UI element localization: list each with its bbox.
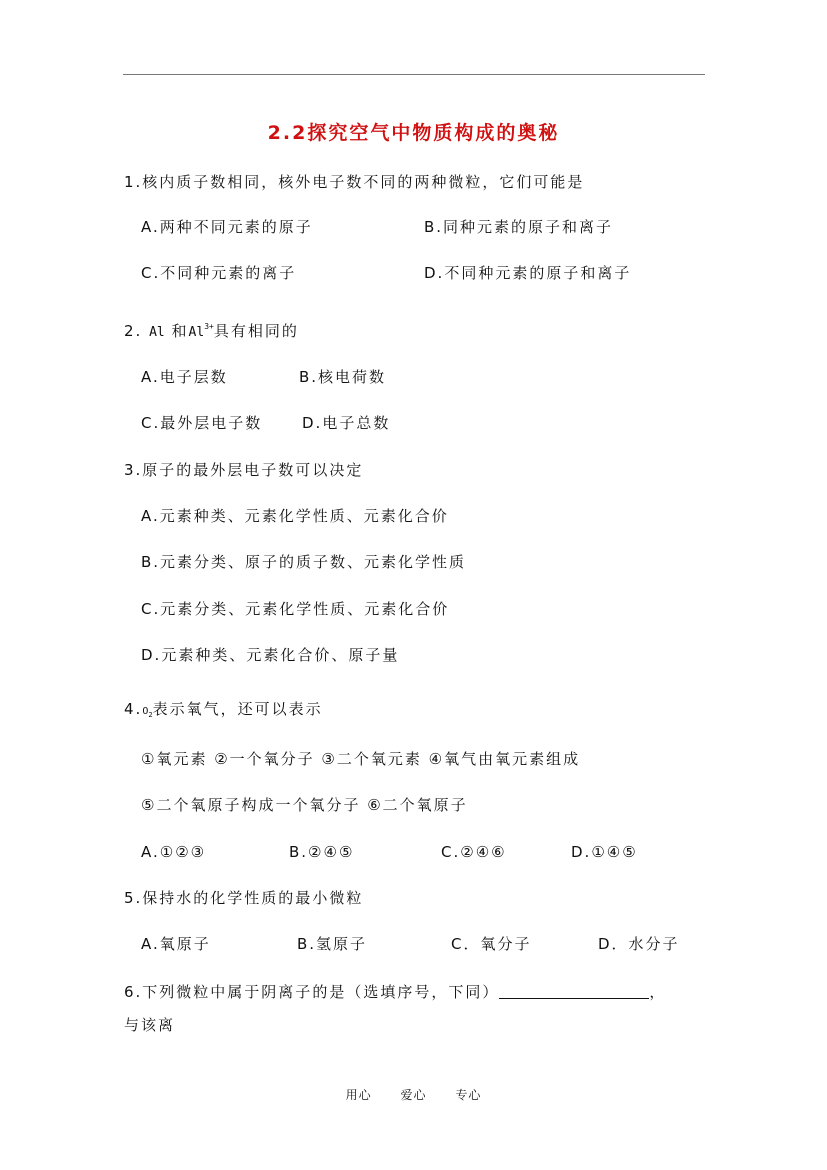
footer-word-1: 用心 — [345, 1088, 372, 1102]
q6-stem-text: 6.下列微粒中属于阴离子的是（选填序号，下同） — [124, 983, 500, 1001]
q2-symbol-al: Al — [149, 325, 165, 340]
q2-tail: 具有相同的 — [213, 322, 299, 340]
q5-option-c: C．氧分子 — [451, 935, 532, 953]
q2-option-b: B.核电荷数 — [299, 368, 387, 386]
q2-conjunction: 和 — [171, 322, 189, 340]
q4-option-b: B.②④⑤ — [289, 843, 355, 861]
q2-symbol-al-ion: $Al^{3+}$ — [188, 322, 214, 340]
q4-option-d: D.①④⑤ — [571, 843, 638, 861]
header-rule — [123, 74, 705, 75]
q1-option-a: A.两种不同元素的原子 — [141, 218, 313, 236]
q6-answer-blank — [499, 984, 649, 999]
q4-number: 4. — [124, 700, 143, 718]
footer-word-2: 爱心 — [400, 1088, 427, 1102]
page-title: 2.2探究空气中物质构成的奥秘 — [267, 122, 560, 144]
q1-option-c: C.不同种元素的离子 — [141, 264, 297, 282]
q1-option-b: B.同种元素的原子和离子 — [424, 218, 614, 236]
q2-option-c: C.最外层电子数 — [141, 414, 263, 432]
q2-option-a: A.电子层数 — [141, 368, 228, 386]
q5-option-b: B.氢原子 — [297, 935, 368, 953]
q6-stem-line2: 与该离 — [124, 1016, 176, 1034]
q1-option-d: D.不同种元素的原子和离子 — [424, 264, 632, 282]
q2-charge: 3+ — [204, 322, 214, 331]
q4-option-c: C.②④⑥ — [441, 843, 507, 861]
q4-formula: $O_2$ — [142, 706, 153, 719]
q6-comma: ， — [649, 983, 667, 1001]
page-footer — [0, 1086, 827, 1103]
q5-option-a: A.氧原子 — [141, 935, 211, 953]
q6-stem — [124, 982, 666, 1002]
q4-items-line2: ⑤二个氧原子构成一个氧分子 ⑥二个氧原子 — [141, 796, 468, 814]
q4-items-line1: ①氧元素 ②一个氧分子 ③二个氧元素 ④氧气由氧元素组成 — [141, 750, 581, 768]
q4-stem — [124, 699, 323, 725]
q2-option-d: D.电子总数 — [302, 414, 391, 432]
q3-option-d: D.元素种类、元素化合价、原子量 — [141, 646, 400, 664]
q1-stem: 1.核内质子数相同，核外电子数不同的两种微粒，它们可能是 — [124, 173, 585, 191]
q5-stem: 5.保持水的化学性质的最小微粒 — [124, 889, 364, 907]
footer-word-3: 专心 — [455, 1088, 482, 1102]
q2-stem — [124, 317, 299, 343]
q3-stem: 3.原子的最外层电子数可以决定 — [124, 461, 364, 479]
q4-option-a: A.①②③ — [141, 843, 207, 861]
q3-option-b: B.元素分类、原子的质子数、元素化学性质 — [141, 553, 467, 571]
q4-tail: 表示氧气，还可以表示 — [152, 700, 323, 718]
q3-option-c: C.元素分类、元素化学性质、元素化合价 — [141, 600, 450, 618]
q5-option-d: D．水分子 — [598, 935, 680, 953]
q3-option-a: A.元素种类、元素化学性质、元素化合价 — [141, 507, 449, 525]
q2-number: 2. — [124, 322, 143, 340]
